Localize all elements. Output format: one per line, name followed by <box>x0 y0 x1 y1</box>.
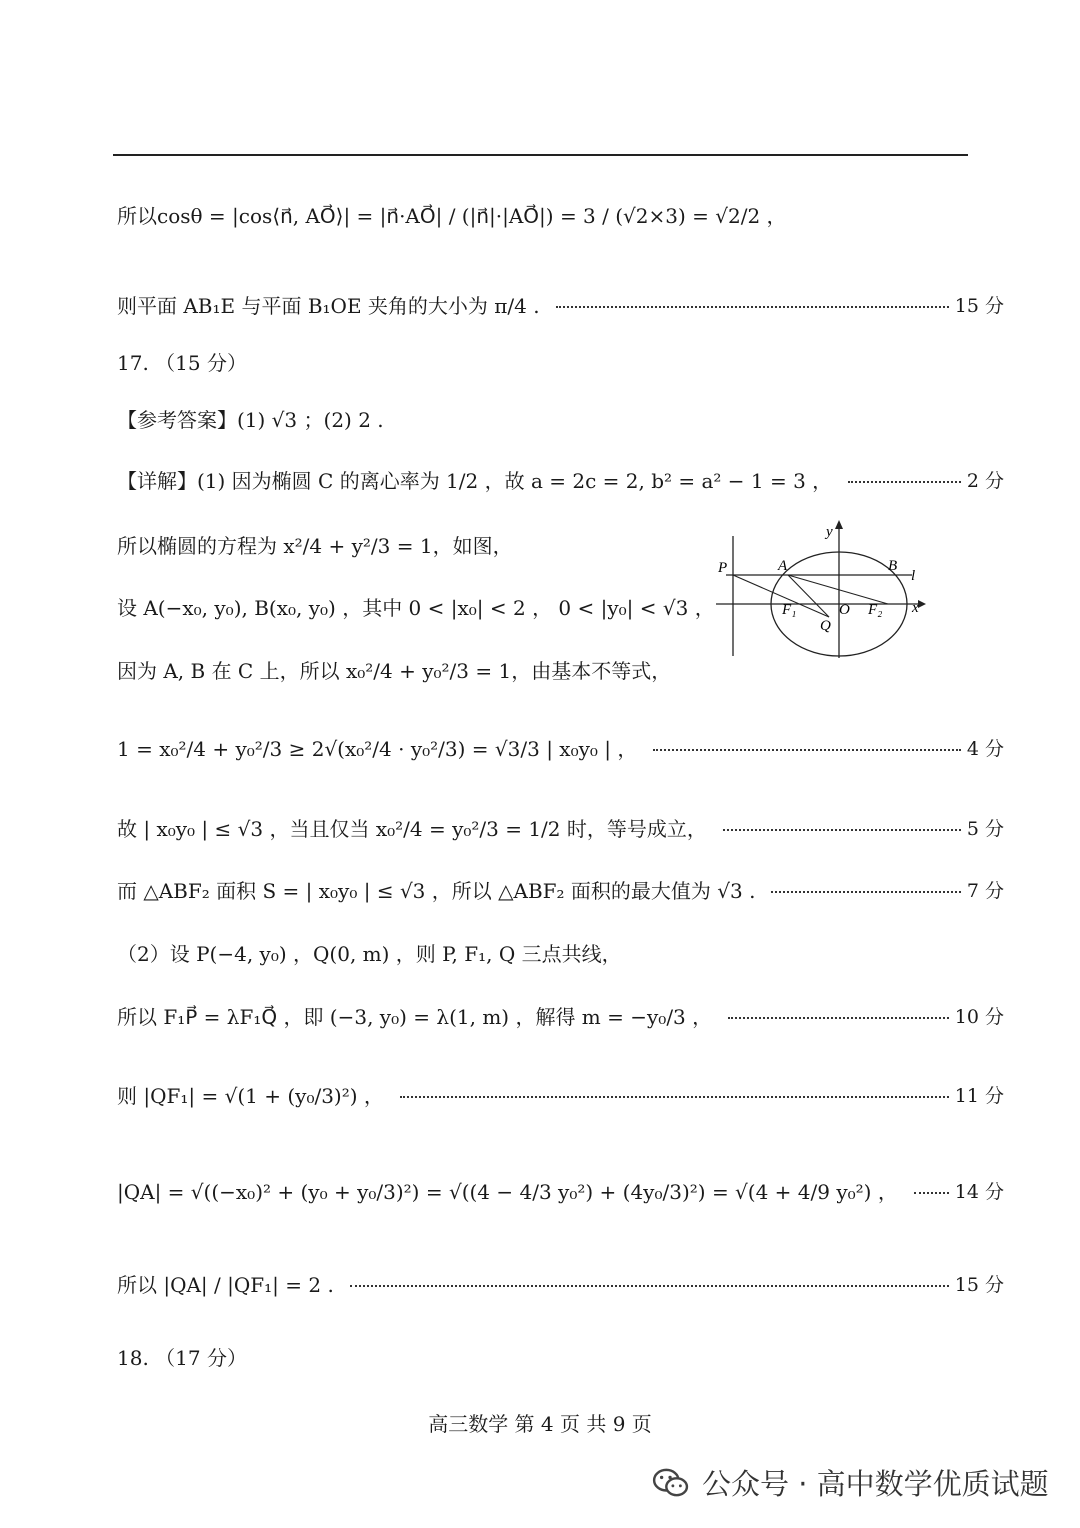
text-line: |QA| = √((−x₀)² + (y₀ + y₀/3)²) = √((4 − 4/3 y₀²) + (4y₀/3)²) = √(4 + 4/9 y₀²) ， 14 分 <box>117 1176 1004 1205</box>
score: 7 分 <box>966 880 1004 902</box>
question-number: 17. （15 分） <box>117 351 247 375</box>
text-line: 故 | x₀y₀ | ≤ √3 ，当且仅当 x₀²/4 = y₀²/3 = 1/2 时，等号成立， 5 分 <box>117 813 1004 842</box>
wechat-icon <box>652 1468 690 1498</box>
text-line: 则 |QF₁| = √(1 + (y₀/3)²) ， 11 分 <box>117 1080 1004 1109</box>
label-f2: F₂ <box>868 602 883 618</box>
score: 4 分 <box>966 738 1004 760</box>
ellipse-figure <box>716 520 926 660</box>
score: 15 分 <box>954 1274 1004 1296</box>
y-axis-arrow <box>835 520 843 529</box>
text-line: 设 A(−x₀, y₀), B(x₀, y₀) ，其中 0 < |x₀| < 2 ， 0 < |y₀| < √3 ， <box>117 596 715 620</box>
question-number: 18. （17 分） <box>117 1346 247 1370</box>
watermark <box>652 1462 1049 1503</box>
text-line: 1 = x₀²/4 + y₀²/3 ≥ 2√(x₀²/4 · y₀²/3) = √3/3 | x₀y₀ | ， 4 分 <box>117 733 1004 762</box>
text-line: 因为 A, B 在 C 上，所以 x₀²/4 + y₀²/3 = 1，由基本不等式， <box>117 659 672 683</box>
page-footer: 高三数学 第 4 页 共 9 页 <box>428 1412 652 1436</box>
label-o: O <box>839 602 850 618</box>
segment-af2 <box>788 575 888 604</box>
label-x: x <box>912 600 919 616</box>
text-line: 【详解】(1) 因为椭圆 C 的离心率为 1/2 ，故 a = 2c = 2, b² = a² − 1 = 3 ， 2 分 <box>117 465 1004 494</box>
score: 14 分 <box>954 1181 1004 1203</box>
top-rule <box>113 154 968 156</box>
answer-line: 【参考答案】(1) √3 ；(2) 2 . <box>117 408 384 432</box>
x-axis-arrow <box>918 600 926 608</box>
label-l: l <box>911 568 916 584</box>
text-line: 所以 F₁P⃗ = λF₁Q⃗ ，即 (−3, y₀) = λ(1, m) ，解得 m = −y₀/3 ， 10 分 <box>117 1001 1004 1030</box>
text-line: 所以cosθ = |cos⟨n⃗, AO⃗⟩| = |n⃗·AO⃗| / (|n⃗|·|AO⃗|) = 3 / (√2×3) = √2/2 ， <box>117 204 787 228</box>
score: 11 分 <box>954 1085 1004 1107</box>
label-b: B <box>888 558 898 574</box>
text-line: 所以椭圆的方程为 x²/4 + y²/3 = 1，如图， <box>117 534 513 558</box>
score: 15 分 <box>954 295 1004 317</box>
label-p: P <box>718 560 728 576</box>
score: 5 分 <box>966 818 1004 840</box>
label-y: y <box>826 524 833 540</box>
text-line: 而 △ABF₂ 面积 S = | x₀y₀ | ≤ √3 ，所以 △ABF₂ 面积的最大值为 √3 . 7 分 <box>117 875 1004 904</box>
text-line: （2）设 P(−4, y₀) ，Q(0, m) ，则 P, F₁, Q 三点共线， <box>117 942 622 966</box>
score: 10 分 <box>954 1006 1004 1028</box>
score: 2 分 <box>966 470 1004 492</box>
segment-pq <box>733 575 829 617</box>
label-f1: F₁ <box>782 602 797 618</box>
text-line: 所以 |QA| / |QF₁| = 2 . 15 分 <box>117 1269 1004 1298</box>
label-q: Q <box>820 618 831 634</box>
label-a: A <box>778 558 788 574</box>
text-line: 则平面 AB₁E 与平面 B₁OE 夹角的大小为 π/4 . 15 分 <box>117 290 1004 319</box>
watermark-text: 公众号 · 高中数学优质试题 <box>702 1467 1049 1501</box>
